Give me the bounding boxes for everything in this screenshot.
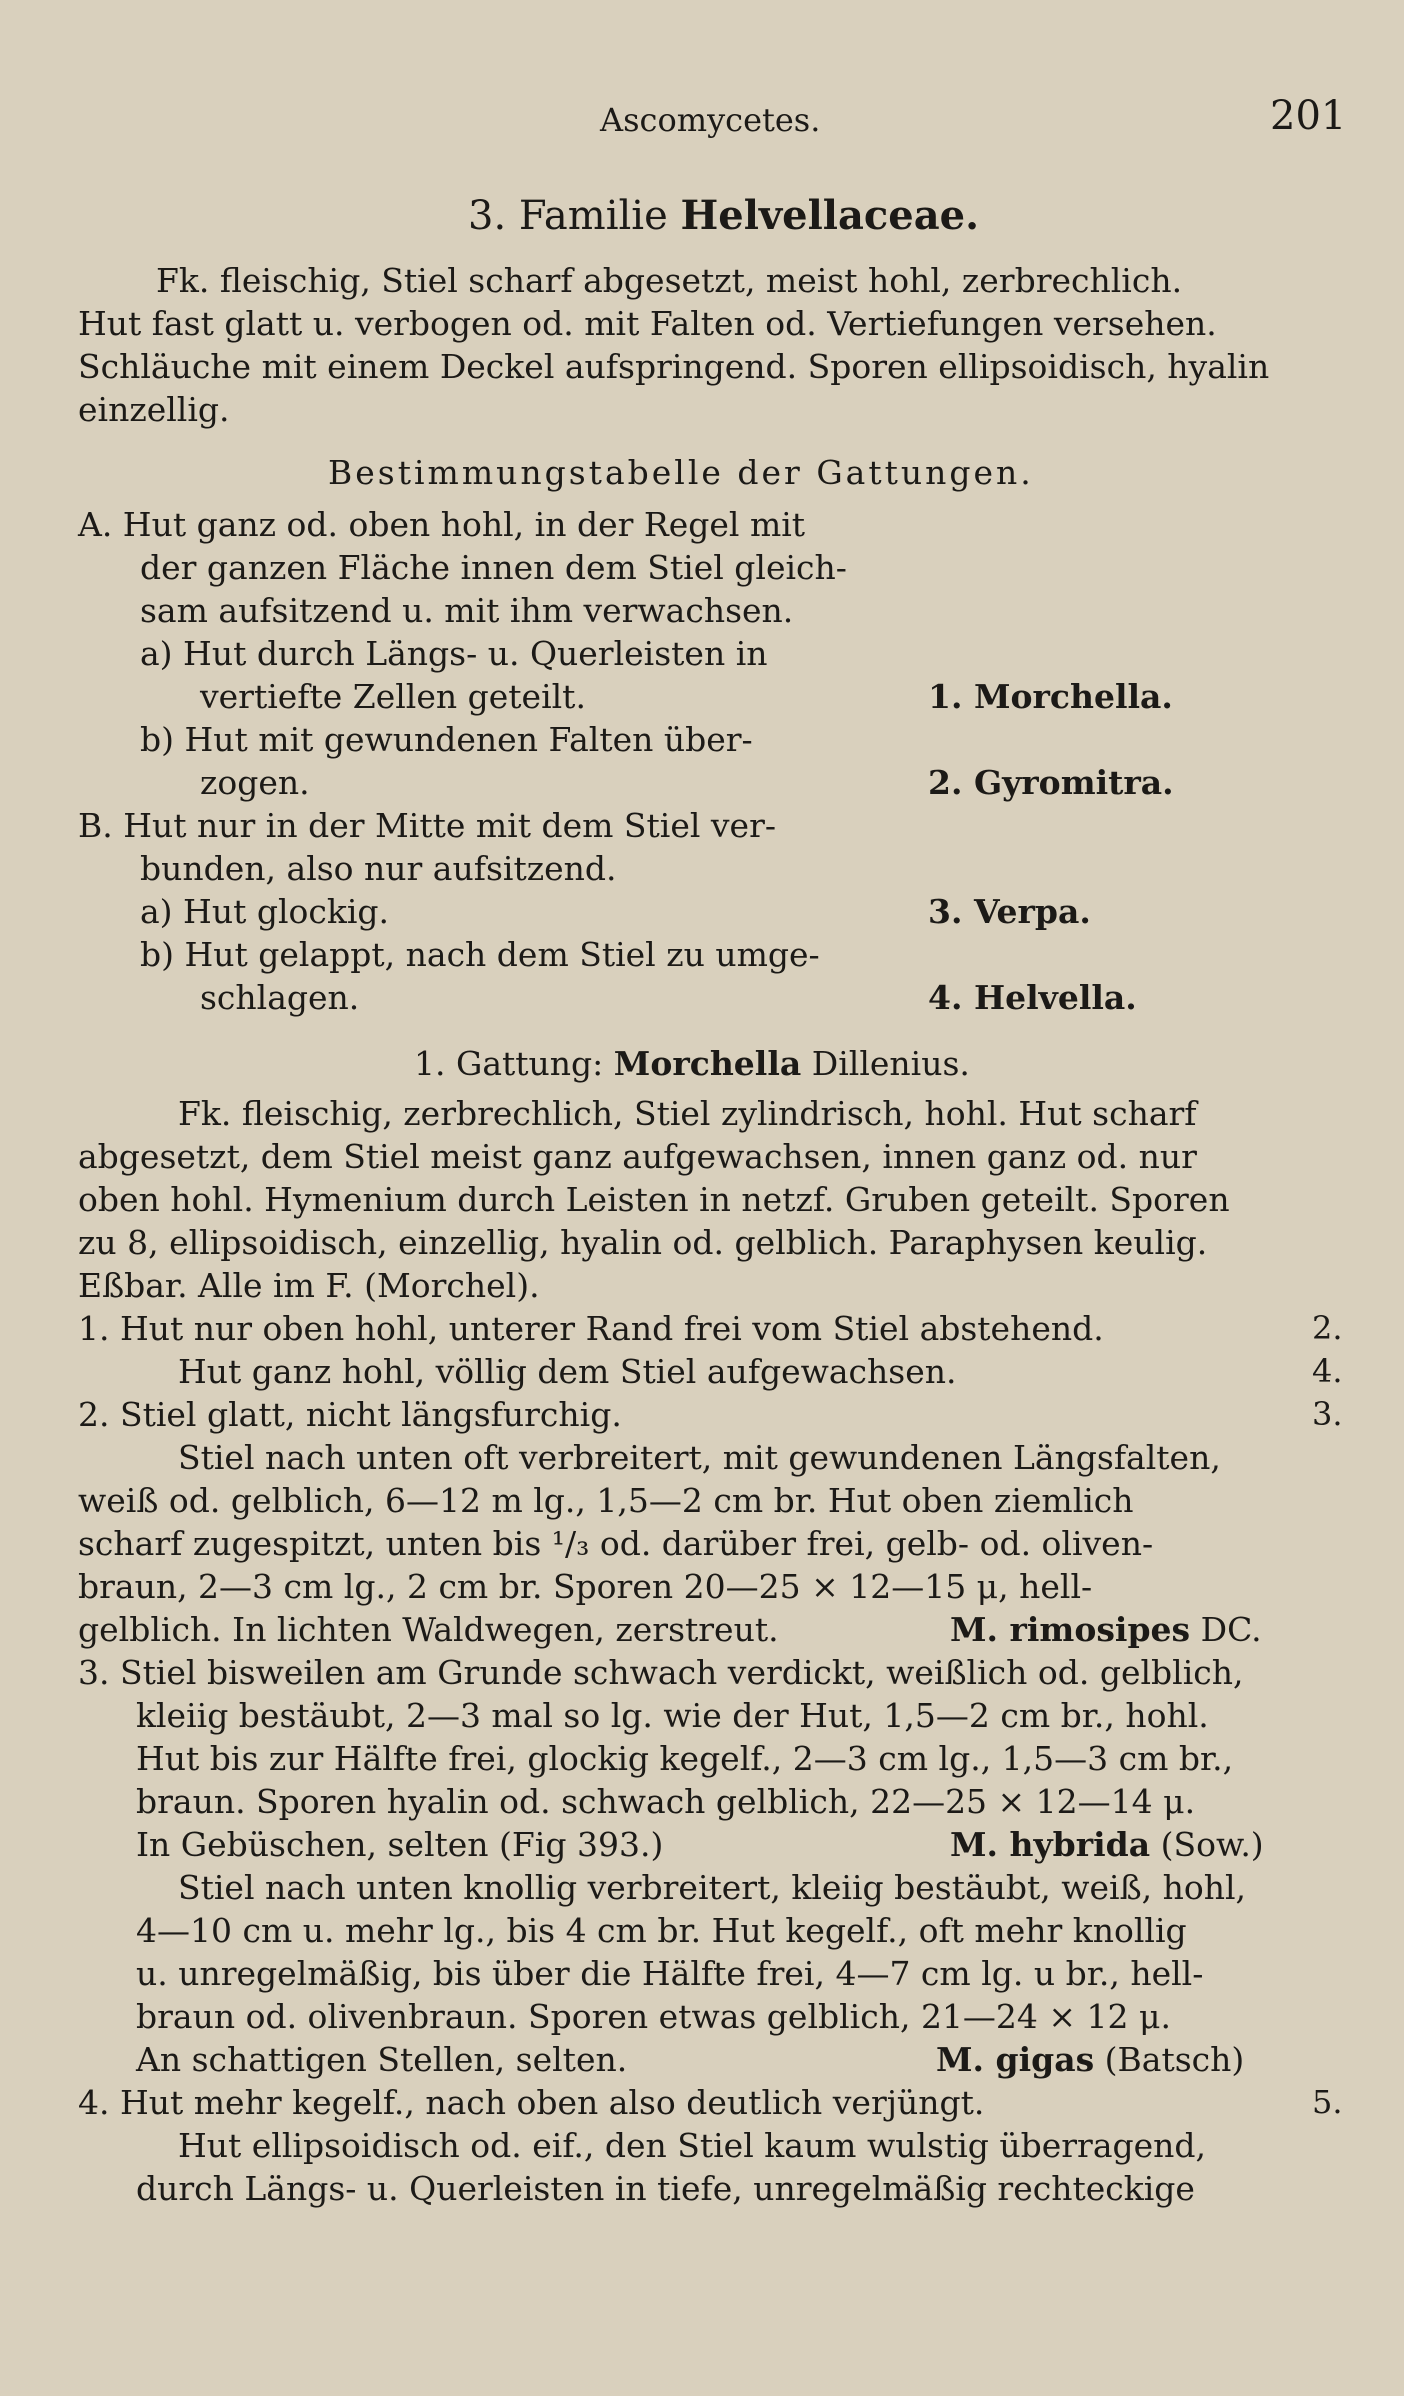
species-gigas bbox=[936, 2040, 1245, 2079]
genus-desc-line: Eßbar. Alle im F. (Morchel). bbox=[78, 1266, 540, 1305]
couplet-3b-line: u. unregelmäßig, bis über die Hälfte frei, 4—7 cm lg. u br., hell- bbox=[136, 1954, 1204, 1993]
couplet-3a-line: In Gebüschen, selten (Fig 393.) bbox=[136, 1825, 664, 1864]
genus-desc-line: zu 8, ellipsoidisch, einzellig, hyalin od. gelblich. Paraphysen keulig. bbox=[78, 1223, 1208, 1262]
family-title-name: Helvellaceae. bbox=[680, 192, 980, 239]
couplet-2b-line: gelblich. In lichten Waldwegen, zerstreut. bbox=[78, 1610, 779, 1649]
couplet-2b-line: scharf zugespitzt, unten bis ¹/₃ od. darüber frei, gelb- od. oliven- bbox=[78, 1524, 1154, 1563]
key-line: vertiefte Zellen geteilt. bbox=[200, 677, 586, 716]
genus-title-prefix: 1. Gattung: bbox=[414, 1044, 604, 1083]
key-result-helvella: 4. Helvella. bbox=[928, 978, 1137, 1017]
key-line: zogen. bbox=[200, 763, 310, 802]
key-heading: Bestimmungstabelle der Gattungen. bbox=[328, 453, 1034, 492]
couplet-3b-line: braun od. olivenbraun. Sporen etwas gelblich, 21—24 × 12 μ. bbox=[136, 1997, 1171, 2036]
couplet-4a: 4. Hut mehr kegelf., nach oben also deutlich verjüngt. bbox=[78, 2083, 985, 2122]
key-line: schlagen. bbox=[200, 978, 360, 1017]
couplet-2a-target: 3. bbox=[1312, 1395, 1343, 1433]
couplet-1a-target: 2. bbox=[1312, 1309, 1343, 1347]
genus-desc-line: oben hohl. Hymenium durch Leisten in netzf. Gruben geteilt. Sporen bbox=[78, 1180, 1230, 1219]
couplet-3a-line: 3. Stiel bisweilen am Grunde schwach verdickt, weißlich od. gelblich, bbox=[78, 1653, 1244, 1692]
couplet-2b-line: weiß od. gelblich, 6—12 m lg., 1,5—2 cm br. Hut oben ziemlich bbox=[78, 1481, 1134, 1520]
couplet-2b-line: Stiel nach unten oft verbreitert, mit gewundenen Längsfalten, bbox=[178, 1438, 1221, 1477]
genus-title-name: Morchella bbox=[613, 1044, 802, 1083]
couplet-3a-line: kleiig bestäubt, 2—3 mal so lg. wie der Hut, 1,5—2 cm br., hohl. bbox=[136, 1696, 1209, 1735]
species-hybrida-author: (Sow.) bbox=[1160, 1825, 1264, 1864]
family-desc-line: Hut fast glatt u. verbogen od. mit Falten od. Vertiefungen versehen. bbox=[78, 304, 1217, 343]
key-result-morchella: 1. Morchella. bbox=[928, 677, 1173, 716]
genus-title bbox=[414, 1044, 970, 1083]
couplet-3a-line: Hut bis zur Hälfte frei, glockig kegelf., 2—3 cm lg., 1,5—3 cm br., bbox=[136, 1739, 1234, 1778]
couplet-4b-line: Hut ellipsoidisch od. eif., den Stiel kaum wulstig überragend, bbox=[178, 2126, 1207, 2165]
species-rimosipes bbox=[950, 1610, 1262, 1649]
key-line: B. Hut nur in der Mitte mit dem Stiel ver- bbox=[78, 806, 777, 845]
species-hybrida-name: M. hybrida bbox=[950, 1825, 1151, 1864]
family-title bbox=[468, 192, 980, 239]
species-hybrida bbox=[950, 1825, 1264, 1864]
key-line: b) Hut gelappt, nach dem Stiel zu umge- bbox=[140, 935, 820, 974]
species-gigas-author: (Batsch) bbox=[1104, 2040, 1245, 2079]
couplet-4b-line: durch Längs- u. Querleisten in tiefe, unregelmäßig rechteckige bbox=[136, 2169, 1195, 2208]
key-result-gyromitra: 2. Gyromitra. bbox=[928, 763, 1174, 802]
key-line: b) Hut mit gewundenen Falten über- bbox=[140, 720, 753, 759]
family-desc-line: Fk. fleischig, Stiel scharf abgesetzt, meist hohl, zerbrechlich. bbox=[156, 261, 1183, 300]
genus-title-author: Dillenius. bbox=[811, 1044, 970, 1083]
species-gigas-name: M. gigas bbox=[936, 2040, 1095, 2079]
key-line: der ganzen Fläche innen dem Stiel gleich- bbox=[140, 548, 847, 587]
key-line: sam aufsitzend u. mit ihm verwachsen. bbox=[140, 591, 794, 630]
couplet-1a: 1. Hut nur oben hohl, unterer Rand frei vom Stiel abstehend. bbox=[78, 1309, 1104, 1348]
species-rimosipes-author: DC. bbox=[1200, 1610, 1262, 1649]
family-desc-line: Schläuche mit einem Deckel aufspringend. Sporen ellipsoidisch, hyalin bbox=[78, 347, 1270, 386]
species-rimosipes-name: M. rimosipes bbox=[950, 1610, 1191, 1649]
couplet-2b-line: braun, 2—3 cm lg., 2 cm br. Sporen 20—25 × 12—15 μ, hell- bbox=[78, 1567, 1093, 1606]
key-line: a) Hut glockig. bbox=[140, 892, 390, 931]
genus-desc-line: abgesetzt, dem Stiel meist ganz aufgewachsen, innen ganz od. nur bbox=[78, 1137, 1197, 1176]
couplet-1b-target: 4. bbox=[1312, 1352, 1343, 1390]
genus-desc-line: Fk. fleischig, zerbrechlich, Stiel zylindrisch, hohl. Hut scharf bbox=[178, 1094, 1197, 1133]
couplet-4a-target: 5. bbox=[1312, 2083, 1343, 2121]
couplet-1b: Hut ganz hohl, völlig dem Stiel aufgewachsen. bbox=[178, 1352, 957, 1391]
couplet-3b-line: 4—10 cm u. mehr lg., bis 4 cm br. Hut kegelf., oft mehr knollig bbox=[136, 1911, 1187, 1950]
family-desc-line: einzellig. bbox=[78, 390, 230, 429]
page-number: 201 bbox=[1270, 93, 1347, 139]
couplet-3b-line: Stiel nach unten knollig verbreitert, kleiig bestäubt, weiß, hohl, bbox=[178, 1868, 1247, 1907]
family-title-prefix: 3. Familie bbox=[468, 193, 668, 239]
key-line: A. Hut ganz od. oben hohl, in der Regel mit bbox=[78, 505, 806, 544]
key-line: bunden, also nur aufsitzend. bbox=[140, 849, 617, 888]
couplet-3b-line: An schattigen Stellen, selten. bbox=[136, 2040, 628, 2079]
couplet-3a-line: braun. Sporen hyalin od. schwach gelblich, 22—25 × 12—14 μ. bbox=[136, 1782, 1196, 1821]
couplet-2a: 2. Stiel glatt, nicht längsfurchig. bbox=[78, 1395, 622, 1434]
running-title: Ascomycetes. bbox=[600, 101, 821, 139]
key-line: a) Hut durch Längs- u. Querleisten in bbox=[140, 634, 768, 673]
key-result-verpa: 3. Verpa. bbox=[928, 892, 1091, 931]
